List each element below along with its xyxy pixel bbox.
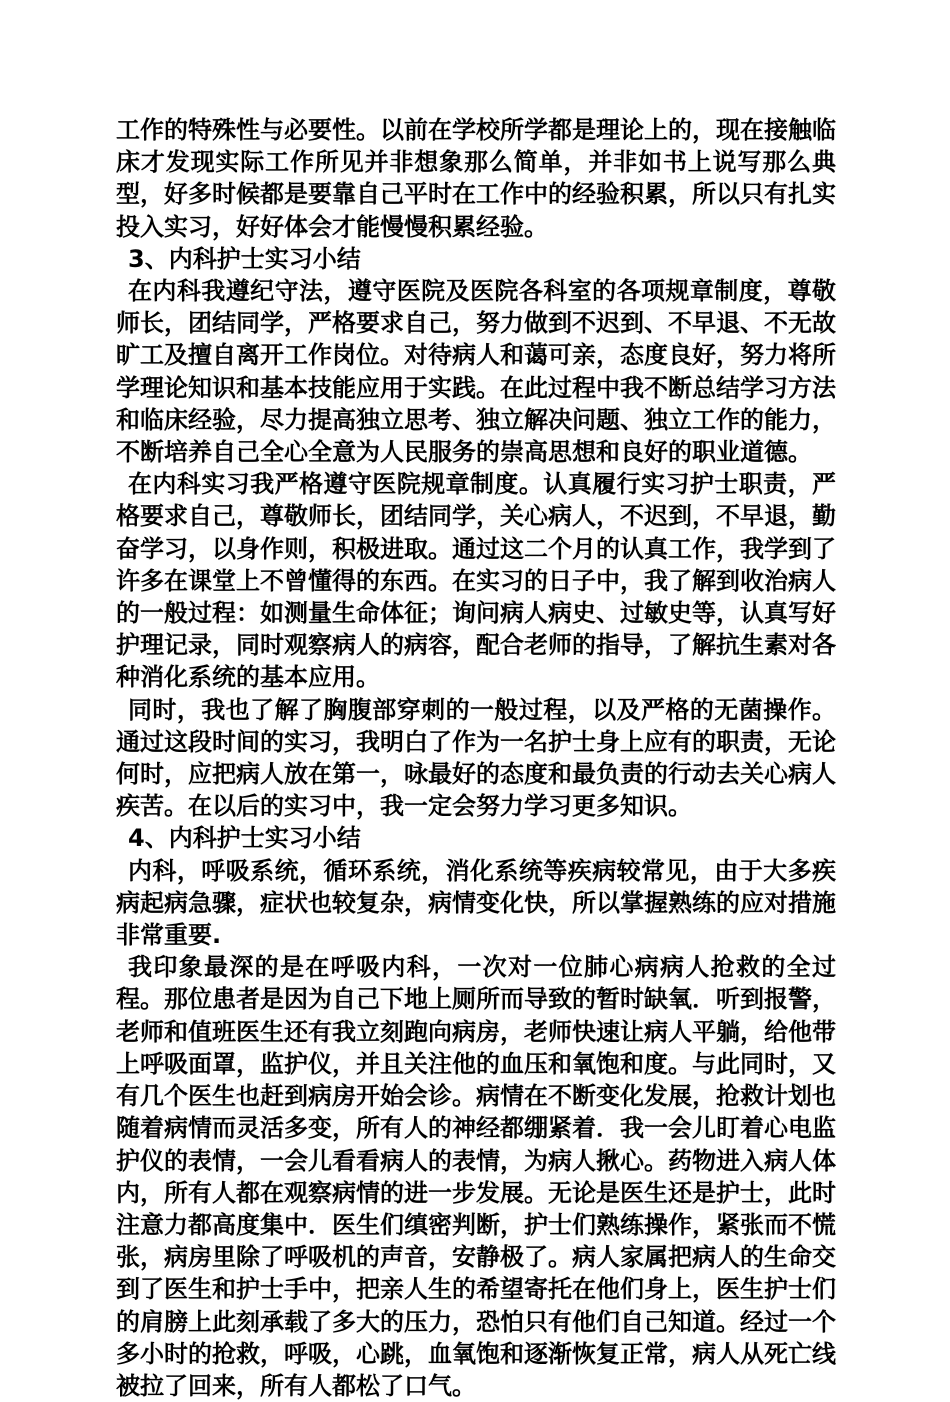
paragraph-puncture: 同时，我也了解了胸腹部穿刺的一般过程，以及严格的无菌操作。通过这段时间的实习，我明白了作为一名护士身上应有的职责，无论何时，应把病人放在第一，咏最好的态度和最负责的行动去关心病人疾苦。在以后的实习中，我一定会努力学习更多知识。 <box>116 695 836 821</box>
paragraph-intro: 工作的特殊性与必要性。以前在学校所学都是理论上的，现在接触临床才发现实际工作所见并非想象那么简单，并非如书上说写那么典型，好多时候都是要靠自己平时在工作中的经验积累，所以只有扎实投入实习，好好体会才能慢慢积累经验。 <box>116 116 836 241</box>
paragraph-rescue-story: 我印象最深的是在呼吸内科，一次对一位肺心病病人抢救的全过程。那位患者是因为自己下地上厕所而导致的暂时缺氧．听到报警，老师和值班医生还有我立刻跑向病房，老师快速让病人平躺，给他带上呼吸面罩，监护仪，并且关注他的血压和氧饱和度。与此同时，又有几个医生也赶到病房开始会诊。病情在不断变化发展，抢救计划也随着病情而灵活多变，所有人的神经都绷紧着．我一会儿盯着心电监护仪的表情，一会儿看看病人的表情，为病人揪心。药物进入病人体内，所有人都在观察病情的进一步发展。无论是医生还是护士，此时注意力都高度集中．医生们缜密判断，护士们熟练操作，紧张而不慌张，病房里除了呼吸机的声音，安静极了。病人家属把病人的生命交到了医生和护士手中，把亲人生的希望寄托在他们身上，医生护士们的肩膀上此刻承载了多大的压力，恐怕只有他们自己知道。经过一个多小时的抢救，呼吸，心跳，血氧饱和逐渐恢复正常，病人从死亡线被拉了回来，所有人都松了口气。 <box>116 953 836 1400</box>
section-heading-3: 3、内科护士实习小结 <box>128 244 361 273</box>
paragraph-common-diseases: 内科，呼吸系统，循环系统，消化系统等疾病较常见，由于大多疾病起病急骤，症状也较复杂，病情变化快，所以掌握熟练的应对措施非常重要. <box>116 856 836 950</box>
section-heading-4: 4、内科护士实习小结 <box>128 824 361 853</box>
document-page <box>116 114 836 1402</box>
paragraph-discipline: 在内科我遵纪守法，遵守医院及医院各科室的各项规章制度，尊敬师长，团结同学，严格要求自己，努力做到不迟到、不早退、不无故旷工及擅自离开工作岗位。对待病人和蔼可亲，态度良好，努力将所学理论知识和基本技能应用于实践。在此过程中我不断总结学习方法和临床经验，尽力提高独立思考、独立解决问题、独立工作的能力，不断培养自己全心全意为人民服务的崇高思想和良好的职业道德。 <box>116 277 836 467</box>
paragraph-internship-duties: 在内科实习我严格遵守医院规章制度。认真履行实习护士职责，严格要求自己，尊敬师长，团结同学，关心病人，不迟到，不早退，勤奋学习，以身作则，积极进取。通过这二个月的认真工作，我学到了许多在课堂上不曾懂得的东西。在实习的日子中，我了解到收治病人的一般过程：如测量生命体征；询问病人病史、过敏史等，认真写好护理记录，同时观察病人的病容，配合老师的指导，了解抗生素对各种消化系统的基本应用。 <box>116 470 836 692</box>
